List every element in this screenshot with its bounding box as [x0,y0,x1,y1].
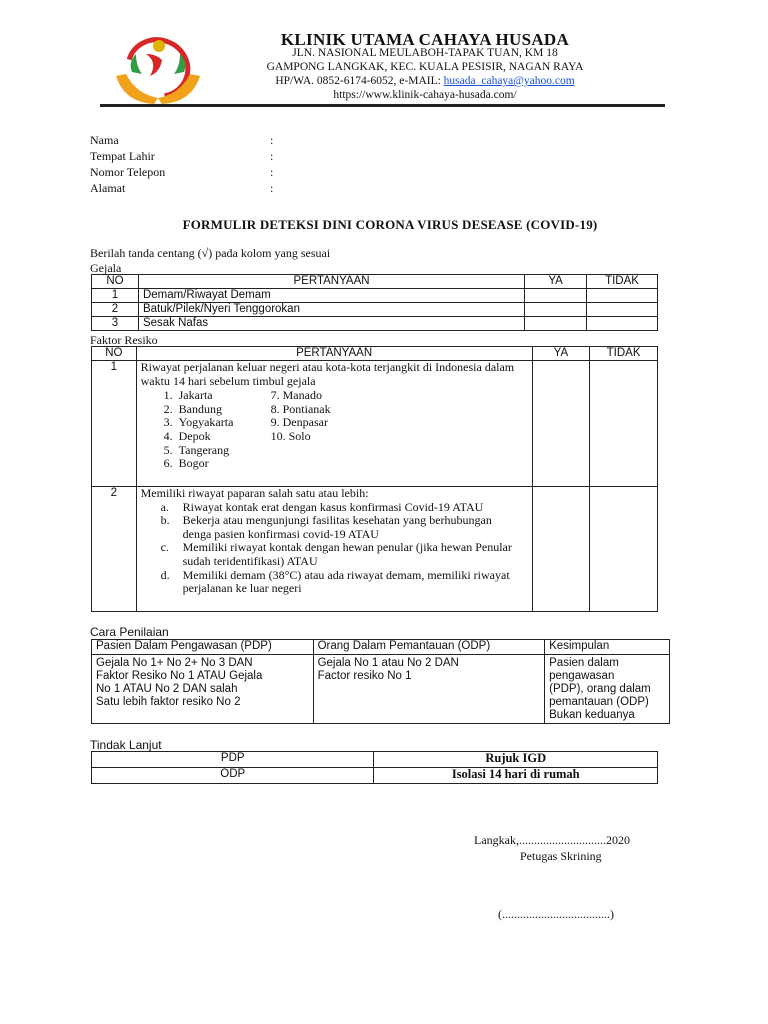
list-item: 3. Yogyakarta [163,415,234,430]
list-item: b. Bekerja atau mengunjungi fasilitas kesehatan yang berhubungan denga pasien konfirmasi covid-19 ATAU [160,513,492,541]
list-item: 5. Tangerang [163,442,230,457]
row-no: 2 [92,303,139,317]
place-date: Langkak,.............................2020 [474,833,630,847]
header-divider [100,104,665,107]
field-colon: : [270,133,274,147]
row-no: 2 [92,487,137,612]
contact-prefix: HP/WA. 0852-6174-6052, e-MAIL: [275,75,444,87]
email-link[interactable]: husada_cahaya@yahoo.com [443,75,575,87]
list-item: 4. Depok [163,428,211,443]
table-row [92,303,658,317]
signer-role: Petugas Skrining [520,849,602,863]
field-colon: : [270,181,274,195]
list-item: 7. Manado [270,388,322,403]
field-label-alamat: Alamat [90,181,126,195]
list-item: a. Riwayat kontak erat dengan kasus konfirmasi Covid-19 ATAU [160,499,484,514]
question-text: Riwayat perjalanan keluar negeri atau kota-kota terjangkit di Indonesia dalam waktu 14 hari sebelum timbul gejala [140,360,515,388]
field-label-tempat-lahir: Tempat Lahir [90,149,155,163]
clinic-logo [102,32,212,112]
ya-checkbox-cell[interactable] [525,289,587,303]
tindak-lanjut-table [91,751,658,784]
list-item: 2. Bandung [163,401,222,416]
ya-checkbox-cell[interactable] [532,361,590,487]
field-label-nomor-telepon: Nomor Telepon [90,165,166,179]
gejala-table [91,274,658,331]
list-item: 10. Solo [270,428,311,443]
list-item: c. Memiliki riwayat kontak dengan hewan penular (jika hewan Penular sudah teridentifikasi) ATAU [160,540,512,568]
ya-checkbox-cell[interactable] [525,303,587,317]
table-row [92,655,670,724]
table-row [92,289,658,303]
row-no: 1 [92,361,137,487]
contact-line [200,74,650,88]
field-colon: : [270,165,274,179]
row-question [136,487,532,612]
section-label-gejala: Gejala [90,261,122,275]
header-tidak: TIDAK [590,347,658,361]
list-item: 1. Jakarta [163,388,213,403]
ya-checkbox-cell[interactable] [532,487,590,612]
table-row [92,768,658,784]
table-row [92,752,658,768]
faktor-resiko-table [91,346,658,612]
row-question: Demam/Riwayat Demam [138,289,524,303]
tidak-checkbox-cell[interactable] [590,487,658,612]
row-question [136,361,532,487]
address-line-1: JLN. NASIONAL MEULABOH-TAPAK TUAN, KM 18 [292,47,558,59]
question-text: Memiliki riwayat paparan salah satu atau lebih: [140,486,369,500]
action-isolasi: Isolasi 14 hari di rumah [374,768,658,784]
clinic-name: KLINIK UTAMA CAHAYA HUSADA [280,30,570,49]
address-line-2: GAMPONG LANGKAK, KEC. KUALA PESISIR, NAGAN RAYA [266,61,584,73]
signature-blank[interactable]: (....................................) [498,907,614,921]
row-no: 3 [92,317,139,331]
header-no: NO [92,347,137,361]
ya-checkbox-cell[interactable] [525,317,587,331]
field-colon: : [270,149,274,163]
header-ya: YA [525,275,587,289]
action-rujuk-igd: Rujuk IGD [374,752,658,768]
header-odp: Orang Dalam Pemantauan (ODP) [313,640,545,655]
tidak-checkbox-cell[interactable] [590,361,658,487]
pdp-criteria: Gejala No 1+ No 2+ No 3 DAN Faktor Resiko No 1 ATAU Gejala No 1 ATAU No 2 DAN salah Satu lebih faktor resiko No 2 [92,655,314,724]
city-list-right [271,389,421,471]
row-no: 1 [92,289,139,303]
penilaian-table [91,639,670,724]
city-list-left [141,389,271,471]
tidak-checkbox-cell[interactable] [587,317,658,331]
row-question: Batuk/Pilek/Nyeri Tenggorokan [138,303,524,317]
website-line: https://www.klinik-cahaya-husada.com/ [333,89,517,101]
header-kesimpulan: Kesimpulan [545,640,670,655]
field-label-nama: Nama [90,133,119,147]
section-label-faktor-resiko: Faktor Resiko [90,333,158,347]
table-header-row [92,275,658,289]
header-pertanyaan: PERTANYAAN [138,275,524,289]
section-label-tindak-lanjut: Tindak Lanjut [90,738,162,752]
header-pertanyaan: PERTANYAAN [136,347,532,361]
header-pdp: Pasien Dalam Pengawasan (PDP) [92,640,314,655]
table-header-row [92,347,658,361]
category-pdp: PDP [92,752,374,768]
kesimpulan: Pasien dalam pengawasan (PDP), orang dalam pemantauan (ODP) Bukan keduanya [545,655,670,724]
table-row [92,361,658,487]
category-odp: ODP [92,768,374,784]
form-title: FORMULIR DETEKSI DINI CORONA VIRUS DESEASE (COVID-19) [182,217,598,232]
tidak-checkbox-cell[interactable] [587,303,658,317]
list-item: 8. Pontianak [270,401,331,416]
odp-criteria: Gejala No 1 atau No 2 DAN Factor resiko No 1 [313,655,545,724]
header-no: NO [92,275,139,289]
header-ya: YA [532,347,590,361]
list-item: 6. Bogor [163,456,209,471]
row-question: Sesak Nafas [138,317,524,331]
table-row [92,317,658,331]
list-item: d. Memiliki demam (38°C) atau ada riwayat demam, memiliki riwayat perjalanan ke luar negeri [160,567,510,596]
list-item: 9. Denpasar [270,415,328,430]
table-header-row [92,640,670,655]
header-tidak: TIDAK [587,275,658,289]
table-row [92,487,658,612]
tidak-checkbox-cell[interactable] [587,289,658,303]
section-label-cara-penilaian: Cara Penilaian [90,625,169,639]
instruction-text: Berilah tanda centang (√) pada kolom yang sesuai [90,246,331,260]
